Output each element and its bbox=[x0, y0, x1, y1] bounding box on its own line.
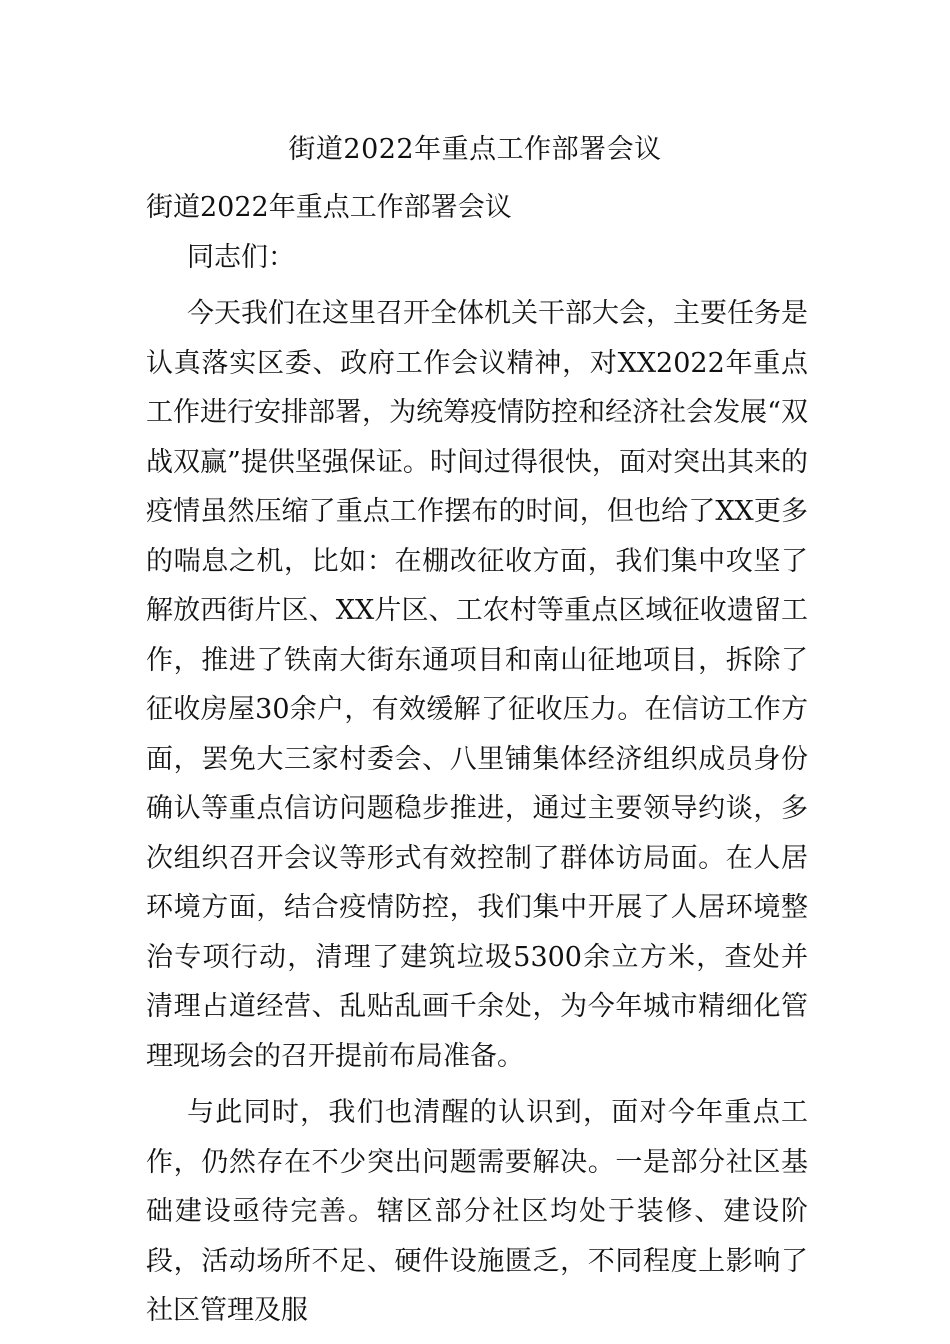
paragraph-2: 与此同时，我们也清醒的认识到，面对今年重点工作，仍然存在不少突出问题需要解决。一是部分社区基础建设亟待完善。辖区部分社区均处于装修、建设阶段，活动场所不足、硬件设施匮乏，不同程度上影响了社区管理及服 bbox=[146, 1097, 808, 1326]
paragraph-1: 今天我们在这里召开全体机关干部大会，主要任务是认真落实区委、政府工作会议精神，对XX2022年重点工作进行安排部署，为统筹疫情防控和经济社会发展“双战双赢”提供坚强保证。时间过得很快，面对突出其来的疫情虽然压缩了重点工作摆布的时间，但也给了XX更多的喘息之机，比如：在棚改征收方面，我们集中攻坚了解放西街片区、XX片区、工农村等重点区域征收遗留工作，推进了铁南大街东通项目和南山征地项目，拆除了征收房屋30余户，有效缓解了征收压力。在信访工作方面，罢免大三家村委会、八里铺集体经济组织成员身份确认等重点信访问题稳步推进，通过主要领导约谈，多次组织召开会议等形式有效控制了群体访局面。在人居环境方面，结合疫情防控，我们集中开展了人居环境整治专项行动，清理了建筑垃圾5300余立方米，查处并清理占道经营、乱贴乱画千余处，为今年城市精细化管理现场会的召开提前布局准备。 bbox=[146, 298, 808, 1072]
document-title: 街道2022年重点工作部署会议 bbox=[288, 134, 662, 165]
document-body bbox=[146, 183, 808, 1336]
document-subtitle: 街道2022年重点工作部署会议 bbox=[146, 192, 512, 223]
salutation: 同志们： bbox=[187, 241, 295, 273]
